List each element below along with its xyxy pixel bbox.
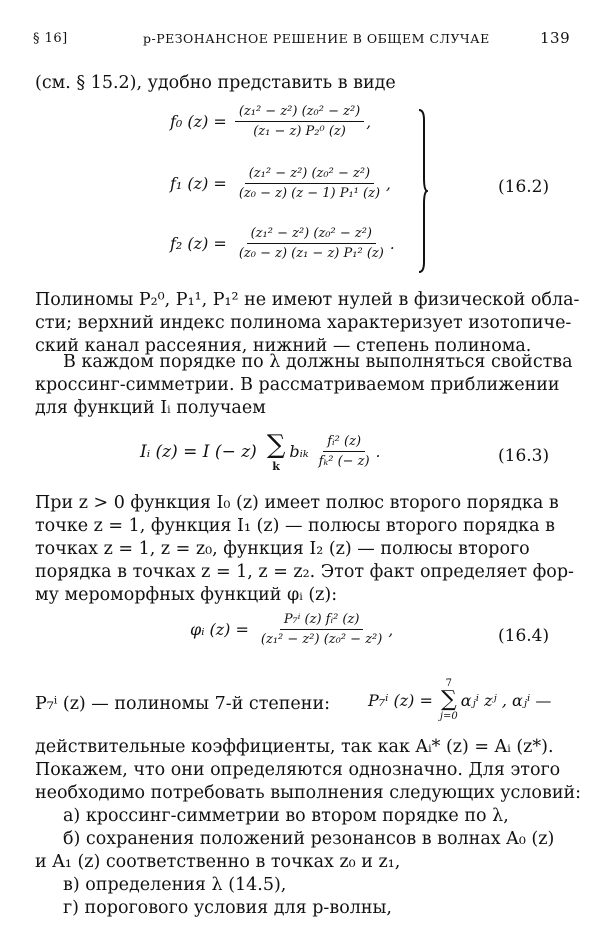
poly-sum xyxy=(440,678,458,722)
f1-end: , xyxy=(386,174,391,193)
equation-f2 xyxy=(170,226,395,261)
f1-denominator: (z₀ − z) (z − 1) P₁¹ (z) xyxy=(238,186,381,201)
sum-icon: ∑ xyxy=(266,430,286,460)
condition-c: в) определения λ (14.5), xyxy=(63,875,287,895)
poly-rhs-lhs: P₇ⁱ (z) = xyxy=(368,690,433,710)
eq163-numerator: fᵢ² (z) xyxy=(323,434,365,452)
para2-line3: для функций Iᵢ получаем xyxy=(35,398,266,418)
f0-numerator: (z₁² − z²) (z₀² − z²) xyxy=(235,104,364,122)
running-title: p-РЕЗОНАНСНОЕ РЕШЕНИЕ В ОБЩЕМ СЛУЧАЕ xyxy=(143,31,490,46)
para3-line5: му мероморфных функций φᵢ (z): xyxy=(35,585,338,605)
para2-line2: кроссинг-симметрии. В рассматриваемом приближении xyxy=(35,375,560,395)
poly-sum-icon: ∑ xyxy=(440,687,457,712)
para3-line3: точках z = 1, z = z₀, функция I₂ (z) — полюсы второго xyxy=(35,539,530,559)
right-brace-icon xyxy=(418,108,428,274)
eq164-end: , xyxy=(388,620,394,639)
condition-a: а) кроссинг-симметрии во втором порядке по λ, xyxy=(63,806,509,826)
para3-line1: При z > 0 функция I₀ (z) имеет полюс второго порядка в xyxy=(35,493,559,513)
para3-line2: точке z = 1, функция I₁ (z) — полюсы второго порядка в xyxy=(35,516,555,536)
para3-line4: порядка в точках z = 1, z = z₂. Этот факт определяет фор- xyxy=(35,562,574,582)
f2-denominator: (z₀ − z) (z₁ − z) P₁² (z) xyxy=(238,246,384,261)
intro-line: (см. § 15.2), удобно представить в виде xyxy=(35,73,396,93)
f1-numerator: (z₁² − z²) (z₀² − z²) xyxy=(245,166,374,184)
f2-fraction xyxy=(235,226,388,261)
equation-16-3 xyxy=(140,430,380,473)
para1-line3: ский канал рассеяния, нижний — степень полинома. xyxy=(35,336,532,356)
condition-b: б) сохранения положений резонансов в волнах A₀ (z) xyxy=(63,829,555,849)
para4-line2: Покажем, что они определяются однозначно. Для этого xyxy=(35,760,561,780)
para1-line2: сти; верхний индекс полинома характеризует изотопиче- xyxy=(35,313,572,333)
eq163-sum-index: k xyxy=(272,460,280,473)
para2-line1: В каждом порядке по λ должны выполняться свойства xyxy=(63,352,573,372)
para4-line3: необходимо потребовать выполнения следующих условий: xyxy=(35,783,582,803)
para4-line1: действительные коэффициенты, так как Aᵢ* (z) = Aᵢ (z*). xyxy=(35,737,554,757)
f2-lhs: f₂ (z) = xyxy=(170,234,227,253)
equation-tag-16-4: (16.4) xyxy=(498,626,550,646)
eq163-lhs: Iᵢ (z) = I (− z) xyxy=(140,441,257,462)
eq164-numerator: P₇ⁱ (z) fᵢ² (z) xyxy=(280,612,364,630)
condition-b-cont: и A₁ (z) соответственно в точках z₀ и z₁, xyxy=(35,852,401,872)
poly-sum-top: 7 xyxy=(445,678,452,689)
f0-end: , xyxy=(366,112,372,131)
eq164-fraction xyxy=(257,612,386,647)
page-number: 139 xyxy=(540,29,571,47)
poly-sum-bottom: j=0 xyxy=(439,711,458,722)
eq164-denominator: (z₁² − z²) (z₀² − z²) xyxy=(260,632,383,647)
eq163-end: . xyxy=(375,442,381,461)
equation-f1 xyxy=(170,166,391,201)
eq163-sum xyxy=(267,430,286,473)
eq163-coef: bᵢₖ xyxy=(289,442,309,461)
f1-fraction xyxy=(235,166,384,201)
equation-tag-16-3: (16.3) xyxy=(498,446,550,466)
eq164-lhs: φᵢ (z) = xyxy=(190,620,249,639)
poly-line-formula xyxy=(368,678,551,722)
f2-end: . xyxy=(389,234,395,253)
eq163-denominator: fₖ² (− z) xyxy=(318,454,370,469)
f0-denominator: (z₁ − z) P₂⁰ (z) xyxy=(253,124,346,139)
section-ref: § 16] xyxy=(33,31,68,46)
equation-tag-16-2: (16.2) xyxy=(498,177,550,197)
equation-16-4 xyxy=(190,612,393,647)
equation-f0 xyxy=(170,104,371,139)
condition-d: г) порогового условия для p-волны, xyxy=(63,898,392,918)
eq163-fraction xyxy=(315,434,374,469)
f2-numerator: (z₁² − z²) (z₀² − z²) xyxy=(247,226,376,244)
f1-lhs: f₁ (z) = xyxy=(170,174,227,193)
poly-line-left: P₇ⁱ (z) — полиномы 7-й степени: xyxy=(35,694,331,714)
para1-line1: Полиномы P₂⁰, P₁¹, P₁² не имеют нулей в физической обла- xyxy=(35,290,580,310)
poly-rhs-term: αⱼⁱ zʲ , αⱼⁱ — xyxy=(460,690,552,710)
f0-lhs: f₀ (z) = xyxy=(170,112,227,131)
f0-fraction xyxy=(235,104,364,139)
